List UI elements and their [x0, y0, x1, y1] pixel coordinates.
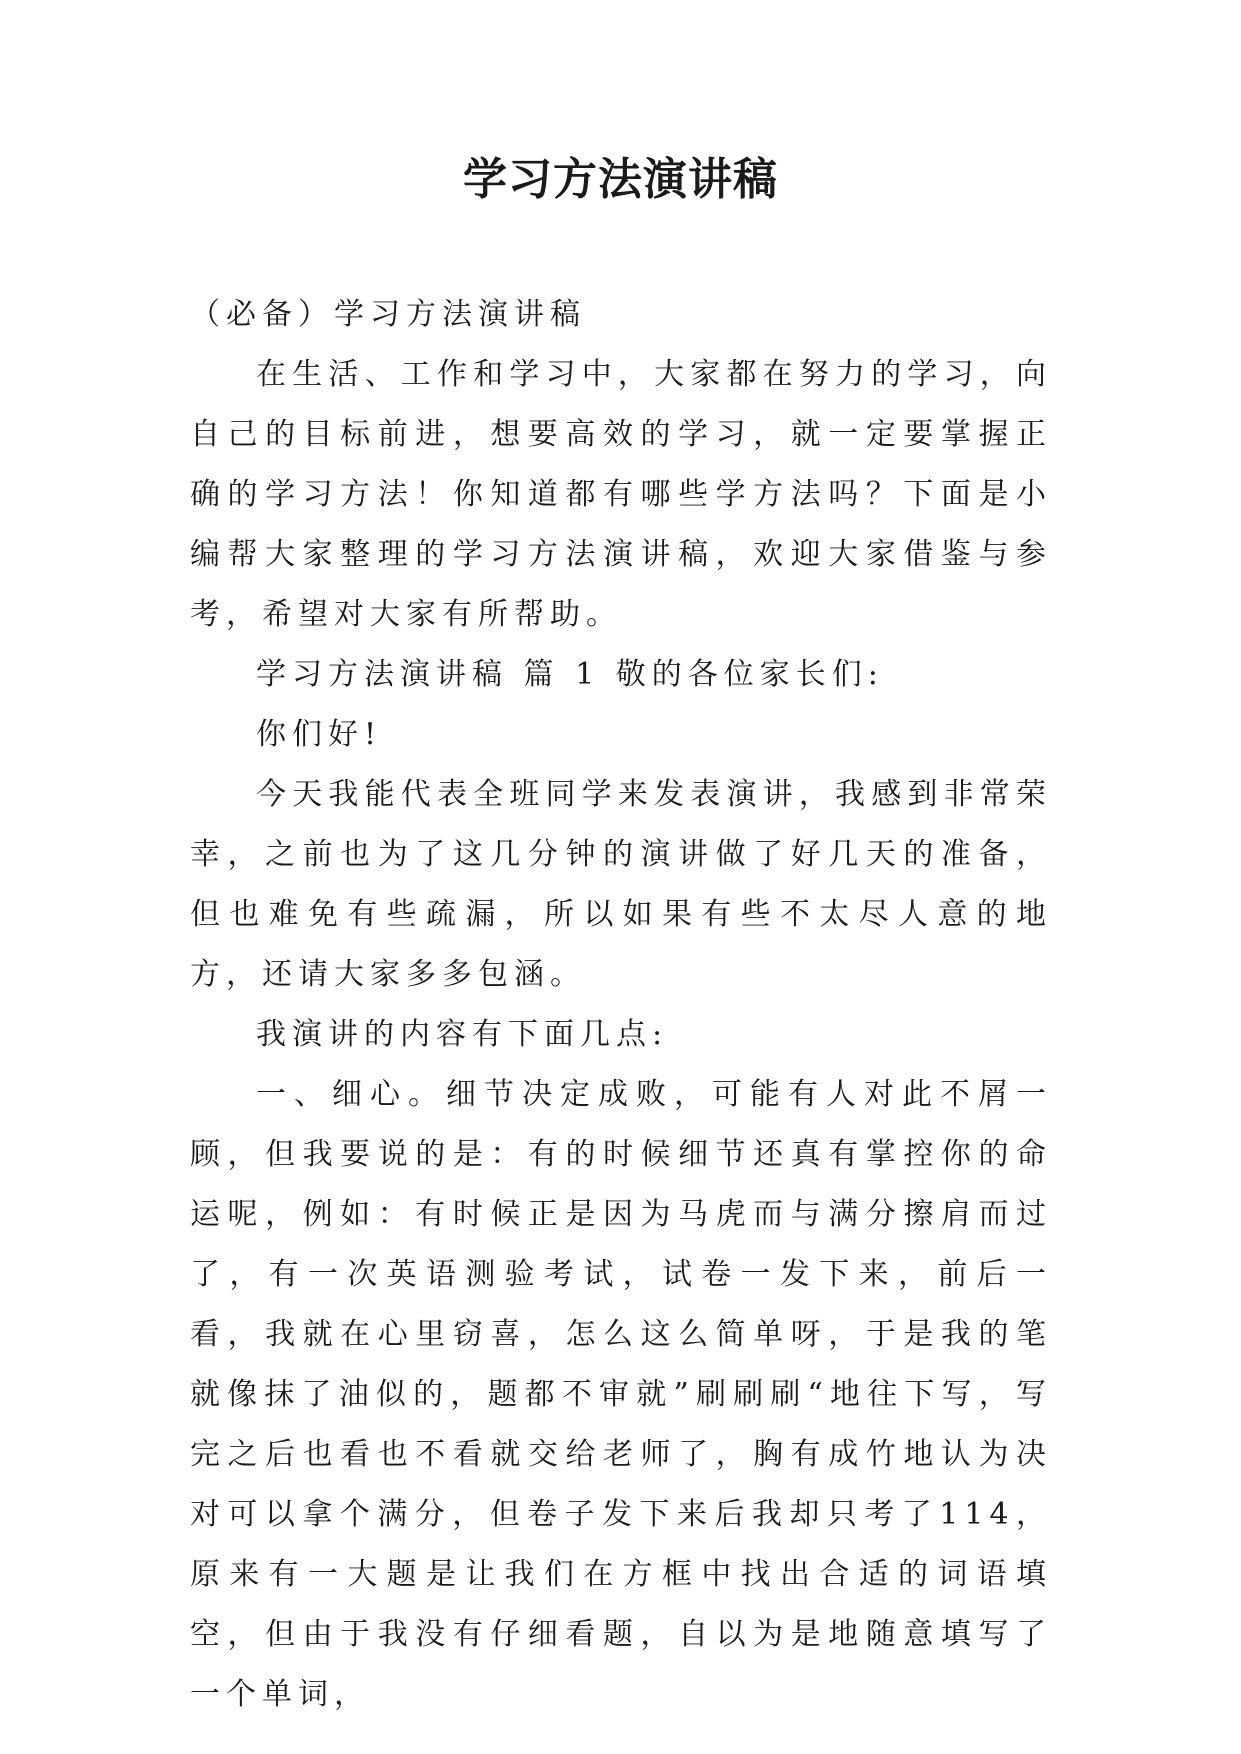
paragraph-section-heading: 学习方法演讲稿 篇 1 敬的各位家长们:: [256, 657, 884, 692]
paragraph-outline: 我演讲的内容有下面几点:: [256, 1017, 669, 1052]
paragraph-greeting: 你们好!: [256, 717, 383, 752]
document-title: 学习方法演讲稿: [463, 154, 778, 205]
paragraph-point-one: 一、细心。细节决定成败，可能有人对此不屑一顾，但我要说的是：有的时候细节还真有掌控你的命运呢，例如：有时候正是因为马虎而与满分擦肩而过了，有一次英语测验考试，试卷一发下来，前后一看，我就在心里窃喜，怎么这么简单呀，于是我的笔就像抹了油似的，题都不审就”刷刷刷“地往下写，写完之后也看也不看就交给老师了，胸有成竹地认为决对可以拿个满分，但卷子发下来后我却只考了114，原来有一大题是让我们在方框中找出合适的词语填空，但由于我没有仔细看题，自以为是地随意填写了一个单词，: [190, 1077, 1052, 1712]
document-body: [190, 285, 1052, 1725]
paragraph-intro: 在生活、工作和学习中，大家都在努力的学习，向自己的目标前进，想要高效的学习，就一定要掌握正确的学习方法！你知道都有哪些学方法吗？下面是小编帮大家整理的学习方法演讲稿，欢迎大家借鉴与参考，希望对大家有所帮助。: [190, 357, 1052, 632]
paragraph-subtitle: （必备）学习方法演讲稿: [190, 297, 586, 332]
paragraph-opening: 今天我能代表全班同学来发表演讲，我感到非常荣幸，之前也为了这几分钟的演讲做了好几天的准备，但也难免有些疏漏，所以如果有些不太尽人意的地方，还请大家多多包涵。: [190, 777, 1052, 992]
